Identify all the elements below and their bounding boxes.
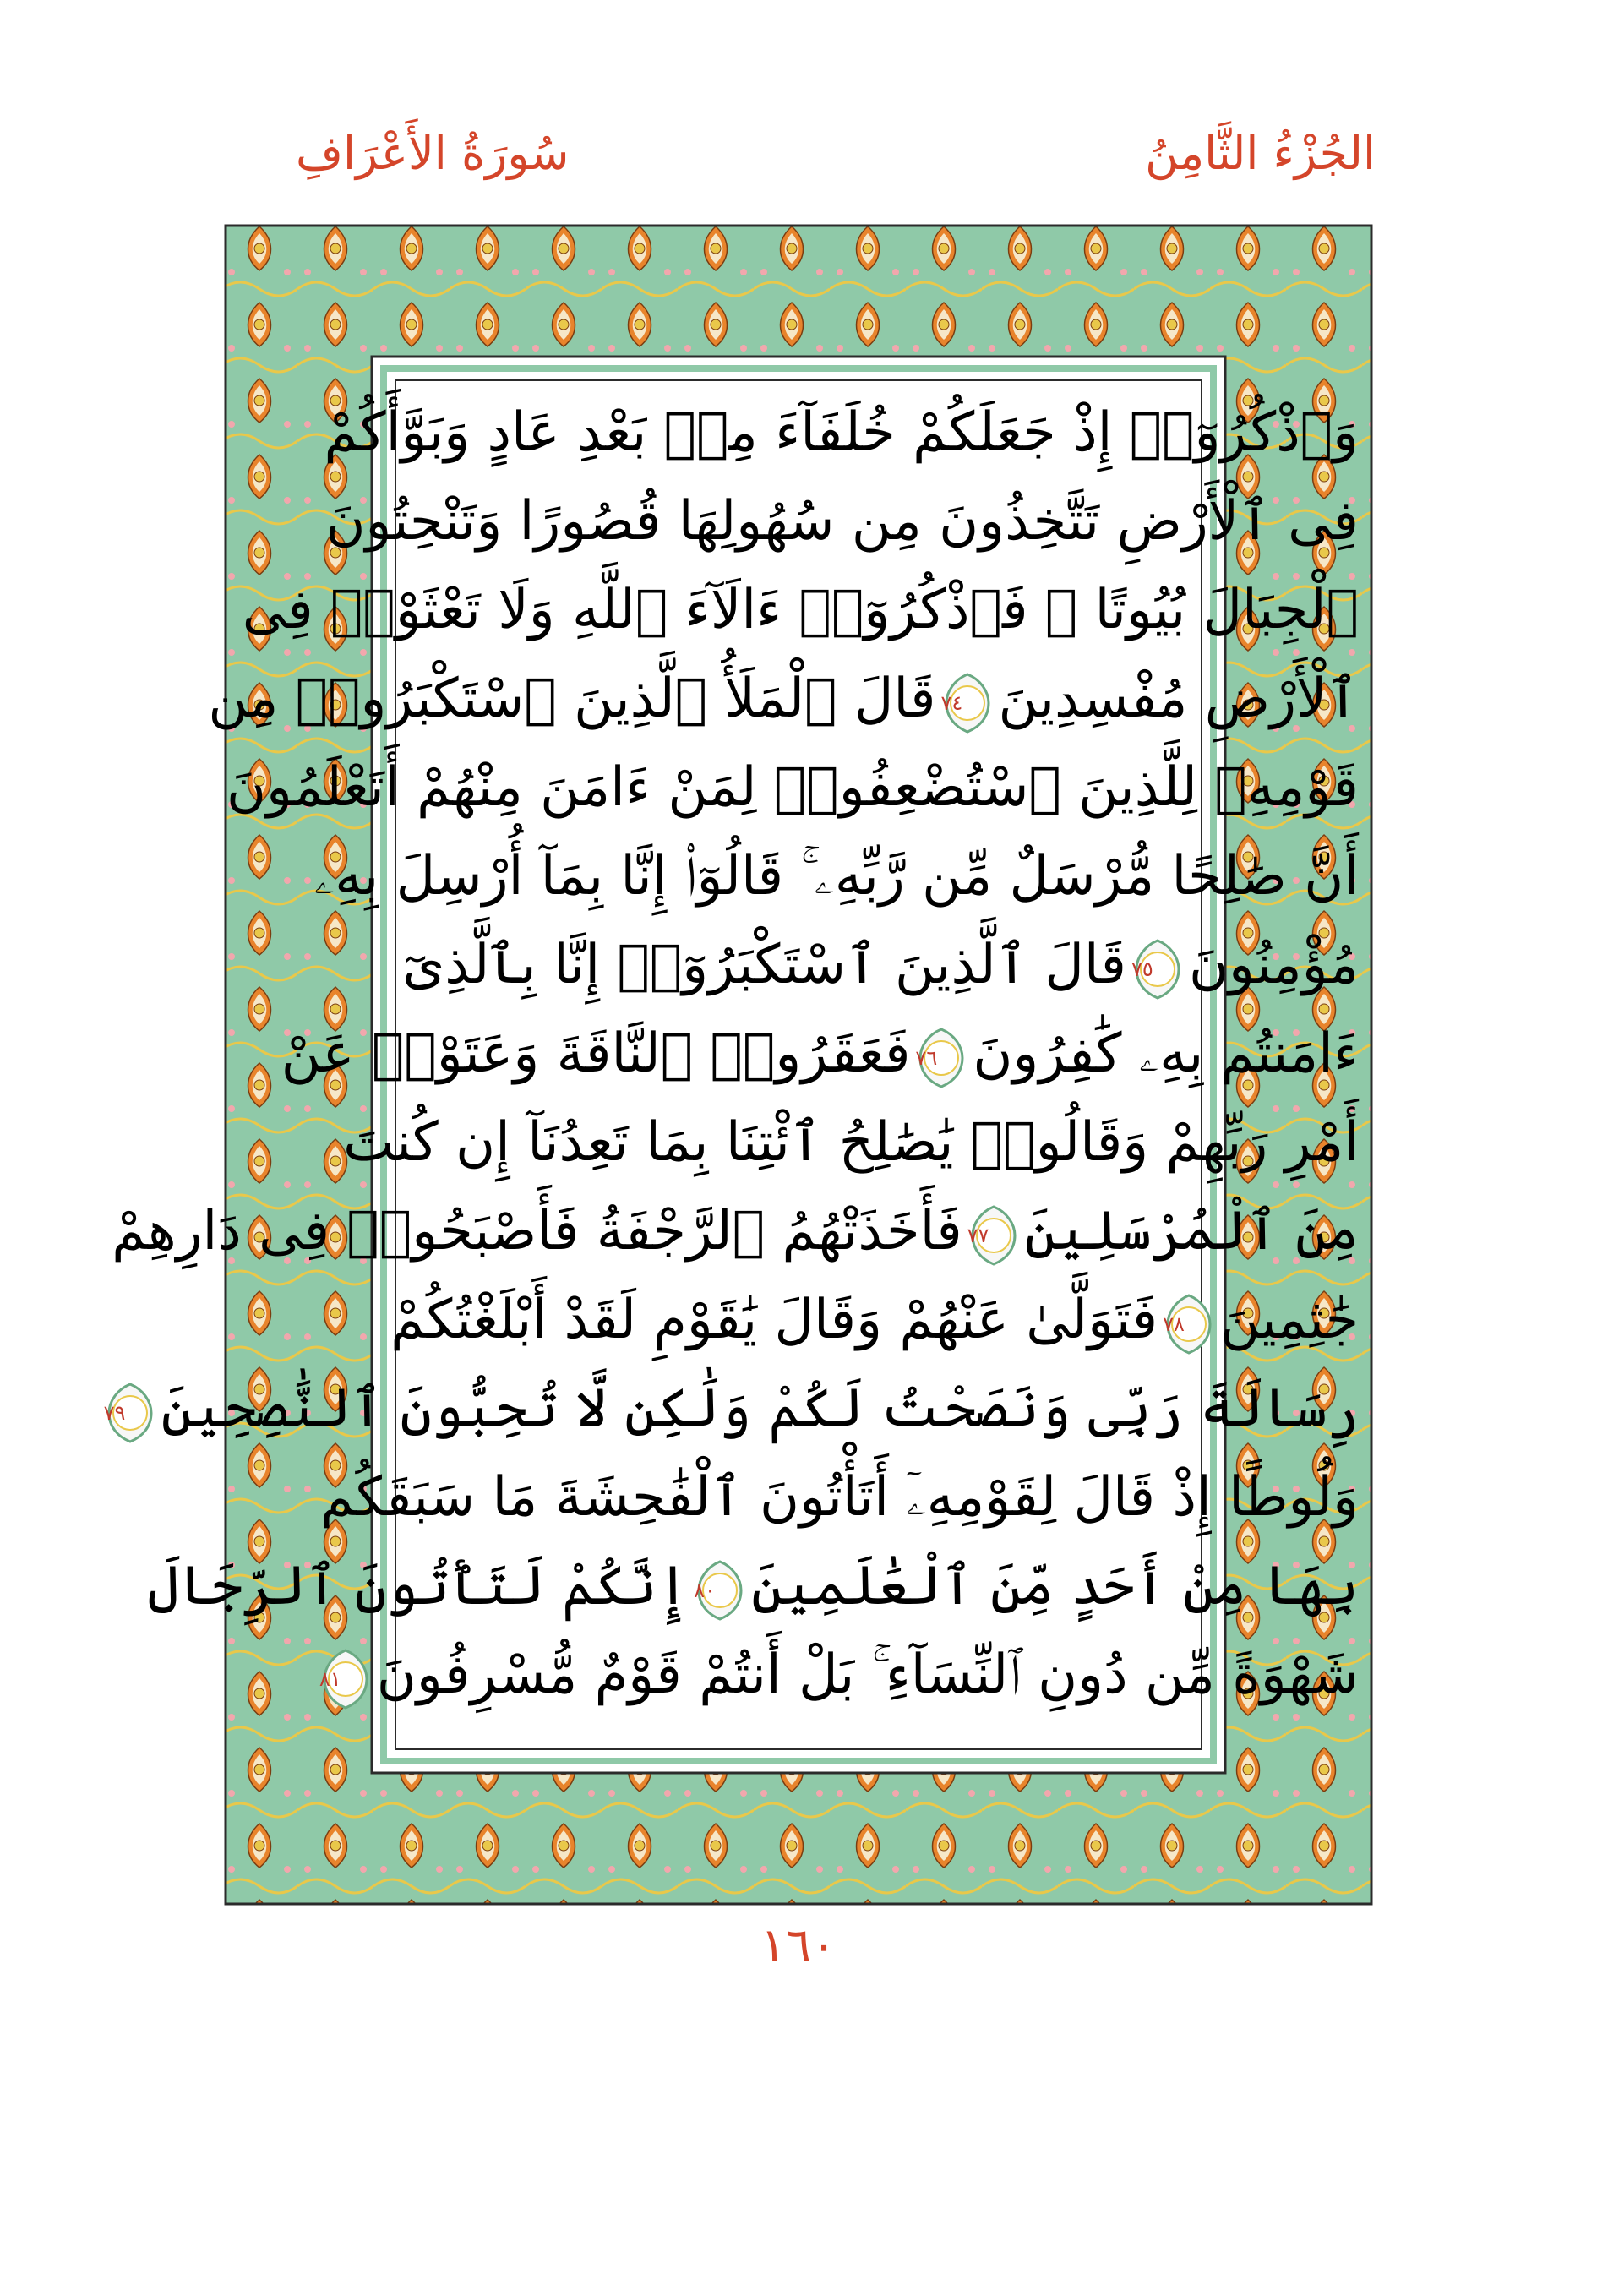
- text-line: قَوْمِهِۦ لِلَّذِينَ ٱسْتُضْعِفُوا۟ لِمَنْ ءَامَنَ مِنْهُمْ أَتَعْلَمُونَ: [226, 756, 1359, 819]
- text-line: أَمْرِ رَبِّهِمْ وَقَالُوا۟ يَٰصَٰلِحُ ٱئْتِنَا بِمَا تَعِدُنَآ إِن كُنتَ: [343, 1111, 1359, 1174]
- ayah-marker: ٧٥: [1131, 937, 1184, 1001]
- text-line: ٱلْأَرْضِ مُفْسِدِينَ ٧٤ قَالَ ٱلْمَلَأُ ٱلَّذِينَ ٱسْتَكْبَرُوا۟ مِن: [429, 655, 1359, 744]
- page-number: ١٦٠: [760, 1918, 837, 1973]
- text-line: جَٰثِمِينَ ٧٨ فَتَوَلَّىٰ عَنْهُمْ وَقَالَ يَٰقَوْمِ لَقَدْ أَبْلَغْتُكُمْ: [429, 1276, 1359, 1365]
- ayah-marker: ٧٨: [1163, 1292, 1215, 1356]
- ayah-marker: ٧٧: [967, 1203, 1020, 1268]
- ayah-marker: ٨١: [319, 1647, 372, 1711]
- ayah-marker: ٨٠: [694, 1558, 746, 1622]
- ayah-marker: ٧٤: [941, 671, 994, 735]
- text-line: وَٱذْكُرُوٓا۟ إِذْ جَعَلَكُمْ خُلَفَآءَ مِنۢ بَعْدِ عَادٍ وَبَوَّأَكُمْ: [324, 401, 1359, 464]
- text-line: بِهَا مِنْ أَحَدٍ مِّنَ ٱلْعَٰلَمِينَ ٨٠ إِنَّكُمْ لَتَأْتُونَ ٱلرِّجَالَ: [429, 1542, 1359, 1631]
- juz-title: الجُزْءُ الثَّامِنُ: [1145, 127, 1376, 180]
- text-line: أَنَّ صَٰلِحًا مُّرْسَلٌ مِّن رَّبِّهِۦ ۚ قَالُوٓا۟ إِنَّا بِمَآ أُرْسِلَ بِهِۦ: [313, 845, 1359, 908]
- text-line: شَهْوَةً مِّن دُونِ ٱلنِّسَآءِ ۚ بَلْ أَنتُمْ قَوْمٌ مُّسْرِفُونَ ٨١: [429, 1631, 1359, 1720]
- text-line: مِنَ ٱلْمُرْسَلِينَ ٧٧ فَأَخَذَتْهُمُ ٱلرَّجْفَةُ فَأَصْبَحُوا۟ فِى دَارِهِمْ: [429, 1187, 1359, 1276]
- quran-text: [103, 380, 1384, 1762]
- text-line: وَلُوطًا إِذْ قَالَ لِقَوْمِهِۦٓ أَتَأْتُونَ ٱلْفَٰحِشَةَ مَا سَبَقَكُم: [319, 1466, 1359, 1529]
- surah-title: سُورَةُ الأَعْرَافِ: [296, 127, 570, 180]
- text-line: مُؤْمِنُونَ ٧٥ قَالَ ٱلَّذِينَ ٱسْتَكْبَرُوٓا۟ إِنَّا بِٱلَّذِىٓ: [429, 921, 1359, 1010]
- text-line: رِسَالَةَ رَبِّى وَنَصَحْتُ لَكُمْ وَلَٰكِن لَّا تُحِبُّونَ ٱلنَّٰصِحِينَ ٧٩: [429, 1365, 1359, 1453]
- text-line: ٱلْجِبَالَ بُيُوتًا ۖ فَٱذْكُرُوٓا۟ ءَالَآءَ ٱللَّهِ وَلَا تَعْثَوْا۟ فِى: [242, 579, 1359, 641]
- ayah-marker: ٧٩: [104, 1381, 156, 1445]
- text-line: فِى ٱلْأَرْضِ تَتَّخِذُونَ مِن سُهُولِهَا قُصُورًا وَتَنْحِتُونَ: [325, 490, 1359, 553]
- ayah-marker: ٧٦: [915, 1026, 967, 1090]
- text-line: ءَامَنتُم بِهِۦ كَٰفِرُونَ ٧٦ فَعَقَرُوا۟ ٱلنَّاقَةَ وَعَتَوْا۟ عَنْ: [429, 1010, 1359, 1099]
